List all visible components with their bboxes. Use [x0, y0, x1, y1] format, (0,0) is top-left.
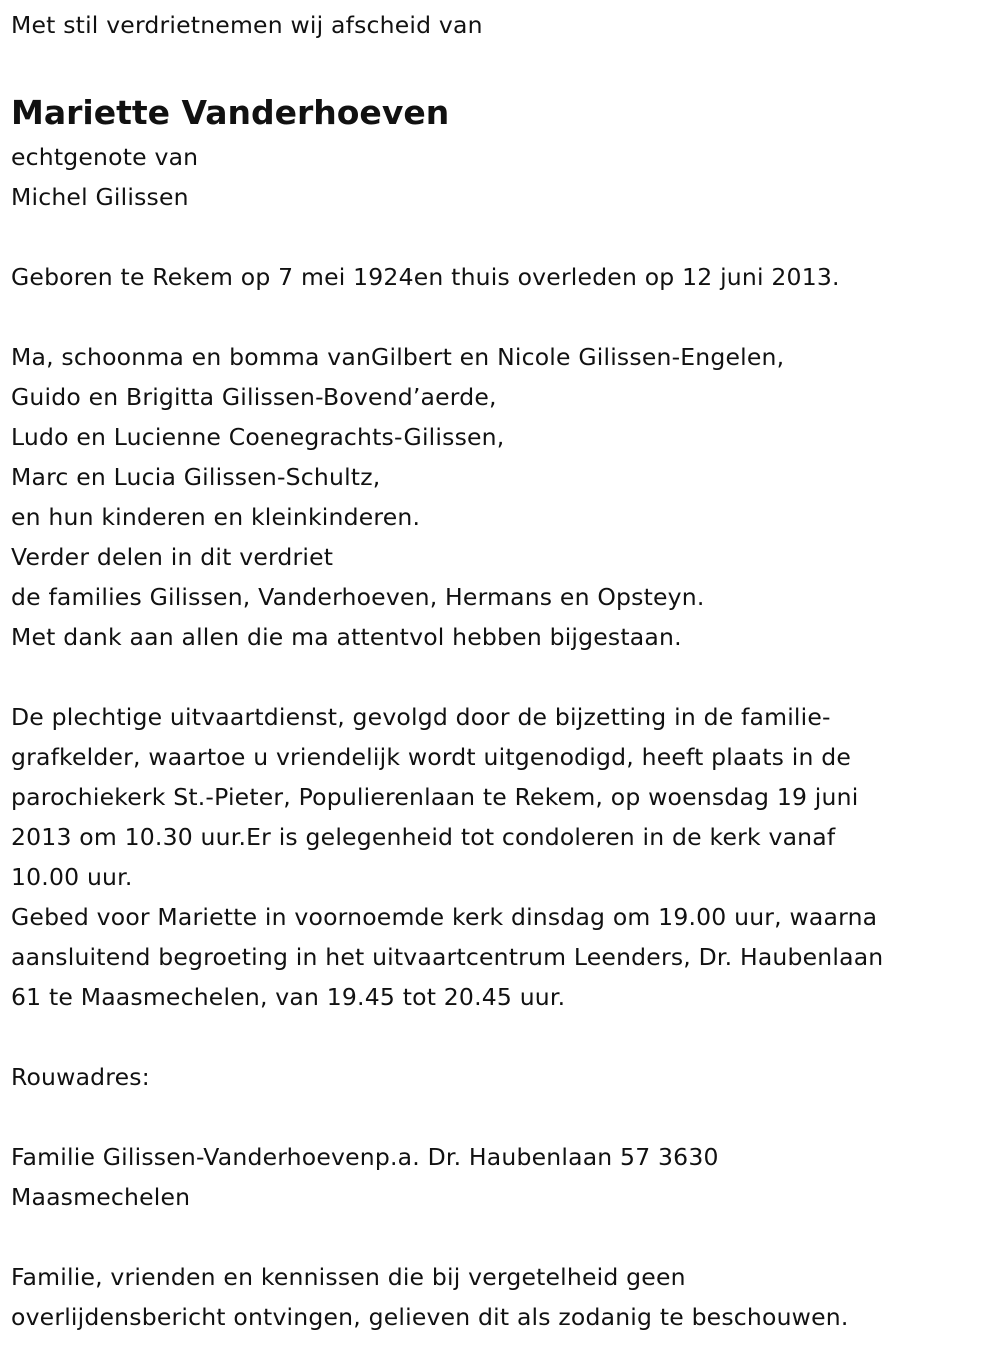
ceremony-section: [11, 697, 1000, 1017]
address-label: Rouwadres:: [11, 1063, 150, 1091]
family-line: Ludo en Lucienne Coenegrachts-Gilissen,: [11, 423, 505, 451]
address-line: Familie Gilissen-Vanderhoevenp.a. Dr. Haubenlaan 57 3630: [11, 1143, 719, 1171]
closing-line: Familie, vrienden en kennissen die bij vergetelheid geen: [11, 1263, 686, 1291]
family-line: Marc en Lucia Gilissen-Schultz,: [11, 463, 381, 491]
family-line: de families Gilissen, Vanderhoeven, Hermans en Opsteyn.: [11, 583, 705, 611]
ceremony-line: 2013 om 10.30 uur.Er is gelegenheid tot condoleren in de kerk vanaf: [11, 823, 836, 851]
family-line: en hun kinderen en kleinkinderen.: [11, 503, 421, 531]
birth-death-text: Geboren te Rekem op 7 mei 1924en thuis overleden op 12 juni 2013.: [11, 263, 840, 291]
closing-line: overlijdensbericht ontvingen, gelieven dit als zodanig te beschouwen.: [11, 1303, 849, 1331]
family-line: Ma, schoonma en bomma vanGilbert en Nicole Gilissen-Engelen,: [11, 343, 785, 371]
ceremony-line: De plechtige uitvaartdienst, gevolgd door de bijzetting in de familie-: [11, 703, 831, 731]
ceremony-line: 61 te Maasmechelen, van 19.45 tot 20.45 uur.: [11, 983, 566, 1011]
family-line: Verder delen in dit verdriet: [11, 543, 334, 571]
ceremony-line: parochiekerk St.-Pieter, Populierenlaan te Rekem, op woensdag 19 juni: [11, 783, 859, 811]
deceased-name: Mariette Vanderhoeven: [11, 93, 450, 132]
ceremony-line: aansluitend begroeting in het uitvaartcentrum Leenders, Dr. Haubenlaan: [11, 943, 884, 971]
family-line: Guido en Brigitta Gilissen-Bovend’aerde,: [11, 383, 497, 411]
spouse-label: echtgenote van: [11, 143, 199, 171]
ceremony-line: grafkelder, waartoe u vriendelijk wordt uitgenodigd, heeft plaats in de: [11, 743, 851, 771]
spouse-name: Michel Gilissen: [11, 183, 189, 211]
ceremony-line: Gebed voor Mariette in voornoemde kerk dinsdag om 19.00 uur, waarna: [11, 903, 878, 931]
intro-text: Met stil verdrietnemen wij afscheid van: [11, 11, 483, 39]
family-line: Met dank aan allen die ma attentvol hebben bijgestaan.: [11, 623, 682, 651]
address-line: Maasmechelen: [11, 1183, 191, 1211]
family-section: [11, 337, 1000, 657]
ceremony-line: 10.00 uur.: [11, 863, 133, 891]
